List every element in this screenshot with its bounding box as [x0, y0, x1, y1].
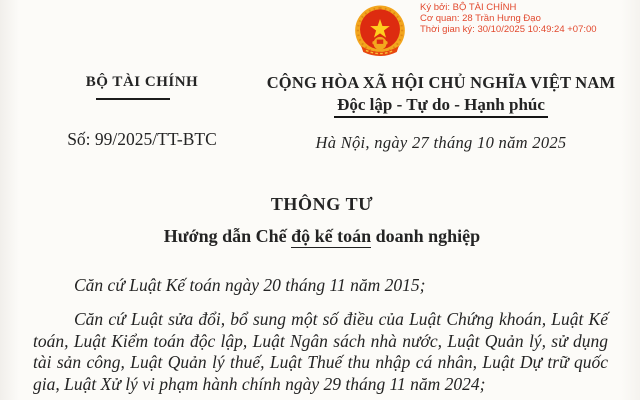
paragraph2-line: tài sản công, Luật Quản lý thuế, Luật Thuế thu nhập cá nhân, Luật Dự trữ quốc — [33, 352, 608, 373]
signature-time: Thời gian ký: 30/10/2025 10:49:24 +07:00 — [420, 23, 597, 35]
national-motto-wrap — [263, 95, 619, 118]
legal-basis-paragraph-1: Căn cứ Luật Kế toán ngày 20 tháng 11 năm 2015; — [74, 275, 426, 295]
vietnam-emblem-icon — [351, 5, 409, 59]
place-and-date: Hà Nội, ngày 27 tháng 10 năm 2025 — [315, 133, 567, 152]
national-motto: Độc lập - Tự do - Hạnh phúc — [334, 95, 548, 118]
paragraph2-line: toán, Luật Kiểm toán độc lập, Luật Ngân sách nhà nước, Luật Quản lý, sử dụng — [33, 330, 608, 351]
paragraph2-line: Căn cứ Luật sửa đổi, bổ sung một số điều của Luật Chứng khoán, Luật Kế — [74, 309, 608, 329]
subject-prefix: Hướng dẫn Chế — [163, 226, 292, 246]
subject-suffix: doanh nghiệp — [371, 226, 481, 246]
digital-signature-block — [420, 3, 597, 35]
signature-signed-by: Ký bởi: BỘ TÀI CHÍNH — [420, 2, 517, 13]
paragraph2-line: gia, Luật Xử lý vi phạm hành chính ngày 29 tháng 11 năm 2024; — [33, 373, 486, 394]
document-number: Số: 99/2025/TT-BTC — [67, 129, 217, 149]
issuing-org-name: BỘ TÀI CHÍNH — [85, 74, 199, 90]
subject-underlined-part: độ kế toán — [291, 226, 372, 246]
national-title: CỘNG HÒA XÃ HỘI CHỦ NGHĨA VIỆT NAM — [266, 73, 616, 92]
signature-agency: Cơ quan: 28 Trần Hưng Đạo — [420, 12, 541, 24]
document-type-title: THÔNG TƯ — [270, 194, 374, 214]
legal-basis-paragraph-2 — [33, 309, 608, 395]
document-subject — [2, 226, 640, 247]
org-name-underline — [96, 98, 170, 100]
